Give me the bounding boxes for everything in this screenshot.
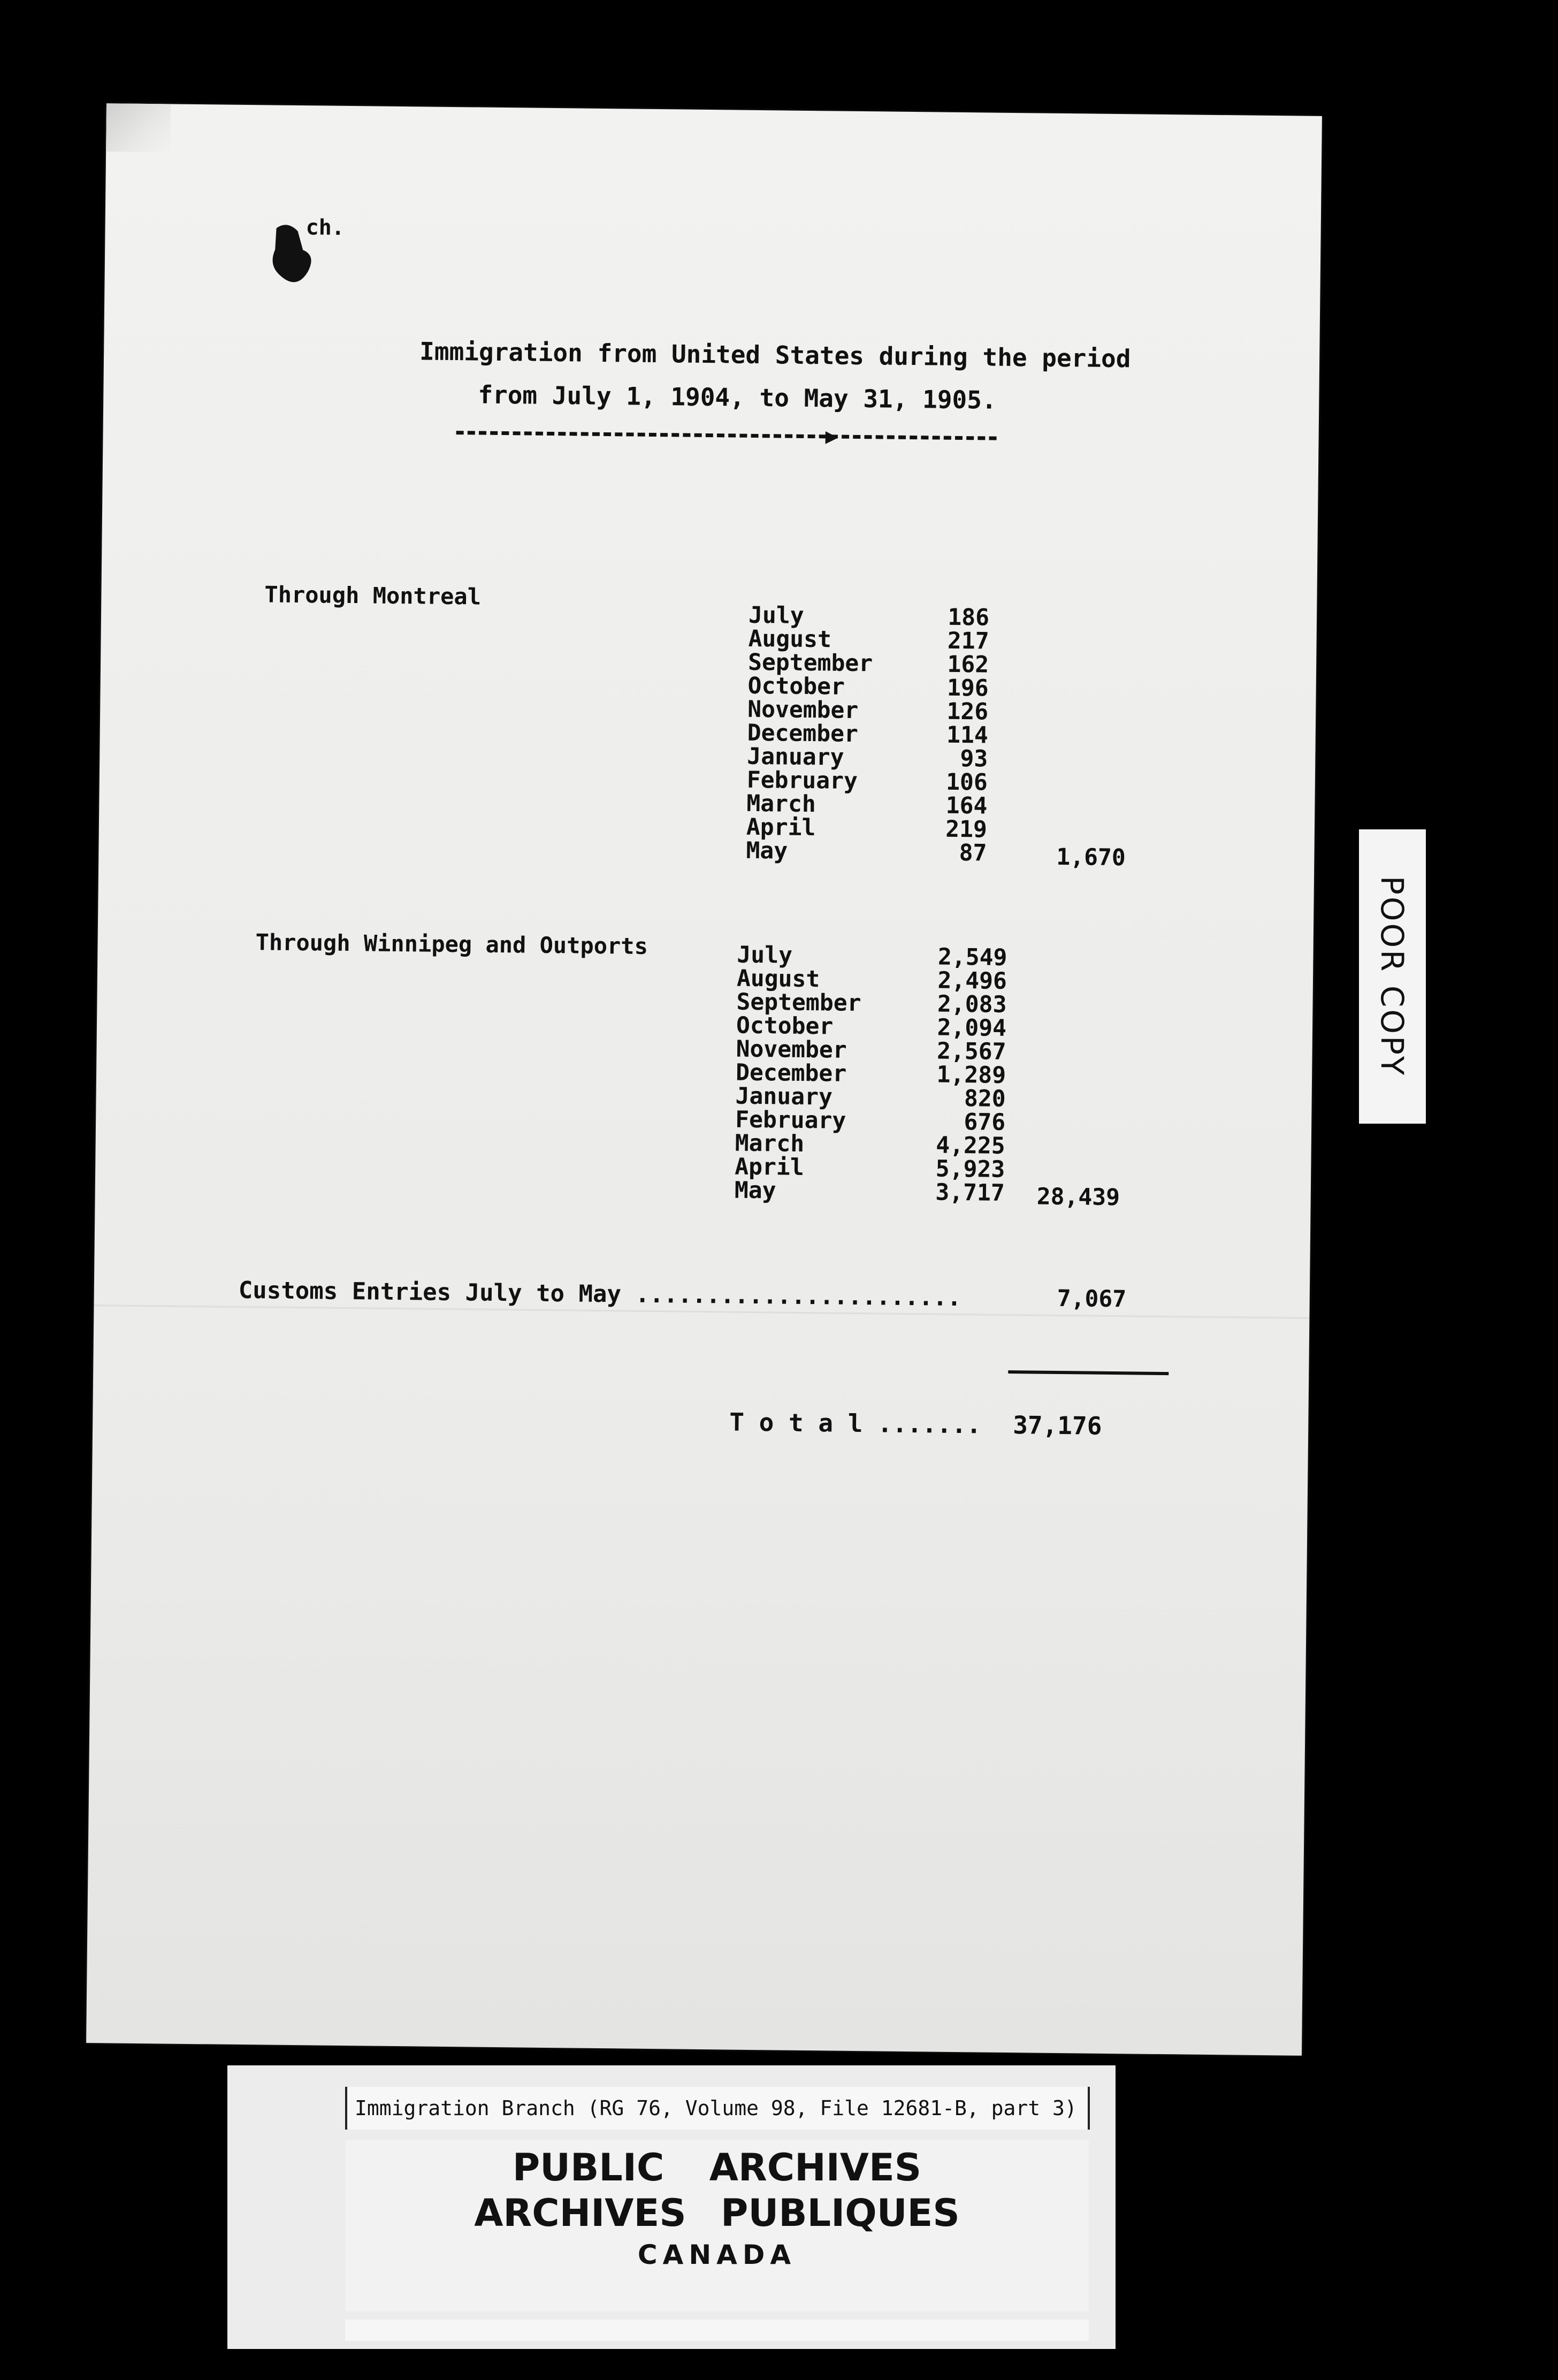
title-underline xyxy=(456,431,997,440)
month-value: 217 xyxy=(947,627,989,655)
month-value: 676 xyxy=(964,1109,1006,1136)
montreal-subtotal: 1,670 xyxy=(1056,843,1126,872)
month-label: March xyxy=(735,1130,805,1157)
month-label: November xyxy=(747,696,859,724)
month-label: November xyxy=(736,1035,847,1064)
month-value: 106 xyxy=(945,768,988,796)
month-label: January xyxy=(747,743,844,771)
archives-label-foot xyxy=(345,2320,1089,2341)
month-value: 1,289 xyxy=(936,1061,1006,1089)
month-value: 114 xyxy=(946,721,989,749)
month-label: July xyxy=(748,601,804,629)
month-label: May xyxy=(734,1177,776,1204)
grand-total-label: T o t a l ....... xyxy=(729,1407,982,1439)
grand-total-value: 37,176 xyxy=(1012,1410,1102,1440)
month-label: February xyxy=(735,1106,846,1134)
winnipeg-month-list xyxy=(735,943,862,1203)
month-value: 186 xyxy=(948,604,990,631)
month-value: 196 xyxy=(946,674,989,702)
month-label: April xyxy=(735,1153,805,1181)
month-label: January xyxy=(735,1082,833,1111)
month-value: 2,083 xyxy=(937,990,1007,1018)
section-label-montreal: Through Montreal xyxy=(264,581,482,610)
month-value: 93 xyxy=(960,745,988,773)
montreal-month-list xyxy=(746,601,873,865)
month-value: 2,094 xyxy=(937,1014,1007,1042)
archives-line1: PUBLIC ARCHIVES xyxy=(512,2146,922,2190)
month-value: 164 xyxy=(945,792,988,820)
month-value: 2,567 xyxy=(936,1038,1006,1065)
month-label: December xyxy=(747,719,859,747)
month-label: October xyxy=(736,1012,834,1040)
montreal-value-list xyxy=(901,605,989,865)
month-label: December xyxy=(735,1059,847,1087)
month-value: 87 xyxy=(959,839,987,867)
document-title-line2: from July 1, 1904, to May 31, 1905. xyxy=(478,380,997,415)
month-value: 2,496 xyxy=(937,967,1007,995)
winnipeg-subtotal: 28,439 xyxy=(1036,1183,1120,1211)
month-label: August xyxy=(736,965,820,993)
document-page xyxy=(86,103,1322,2056)
month-value: 162 xyxy=(947,651,989,678)
month-value: 4,225 xyxy=(936,1132,1005,1160)
archives-reference: Immigration Branch (RG 76, Volume 98, File 12681-B, part 3) xyxy=(345,2087,1090,2130)
month-label: August xyxy=(748,625,832,653)
winnipeg-value-list xyxy=(882,945,1007,1205)
month-value: 126 xyxy=(946,698,989,726)
archives-label-body xyxy=(345,2140,1089,2312)
month-value: 219 xyxy=(945,815,988,843)
customs-entries-value: 7,067 xyxy=(1057,1285,1127,1313)
poor-copy-text: POOR COPY xyxy=(1374,875,1410,1078)
month-label: February xyxy=(746,766,858,795)
month-label: April xyxy=(746,813,816,842)
month-value: 2,549 xyxy=(937,943,1007,971)
month-label: October xyxy=(747,672,845,700)
month-label: July xyxy=(737,941,793,969)
underline-arrow-mark: ▶ xyxy=(825,424,838,449)
section-label-winnipeg: Through Winnipeg and Outports xyxy=(255,929,648,959)
month-label: September xyxy=(747,649,873,677)
archives-line3: CANADA xyxy=(637,2239,797,2270)
month-label: May xyxy=(746,837,788,865)
month-value: 820 xyxy=(964,1085,1006,1112)
stamp-text: ch. xyxy=(306,215,345,240)
document-title-line1: Immigration from United States during the period xyxy=(419,337,1131,373)
month-label: March xyxy=(746,790,816,818)
sum-rule xyxy=(1008,1370,1168,1375)
customs-entries-label: Customs Entries July to May ....................... xyxy=(238,1276,962,1312)
month-value: 3,717 xyxy=(935,1179,1005,1207)
archives-line2: ARCHIVES PUBLIQUES xyxy=(474,2191,960,2235)
poor-copy-sticker xyxy=(1359,829,1426,1124)
month-label: September xyxy=(736,988,861,1017)
month-value: 5,923 xyxy=(935,1155,1005,1183)
archives-label xyxy=(227,2065,1116,2349)
